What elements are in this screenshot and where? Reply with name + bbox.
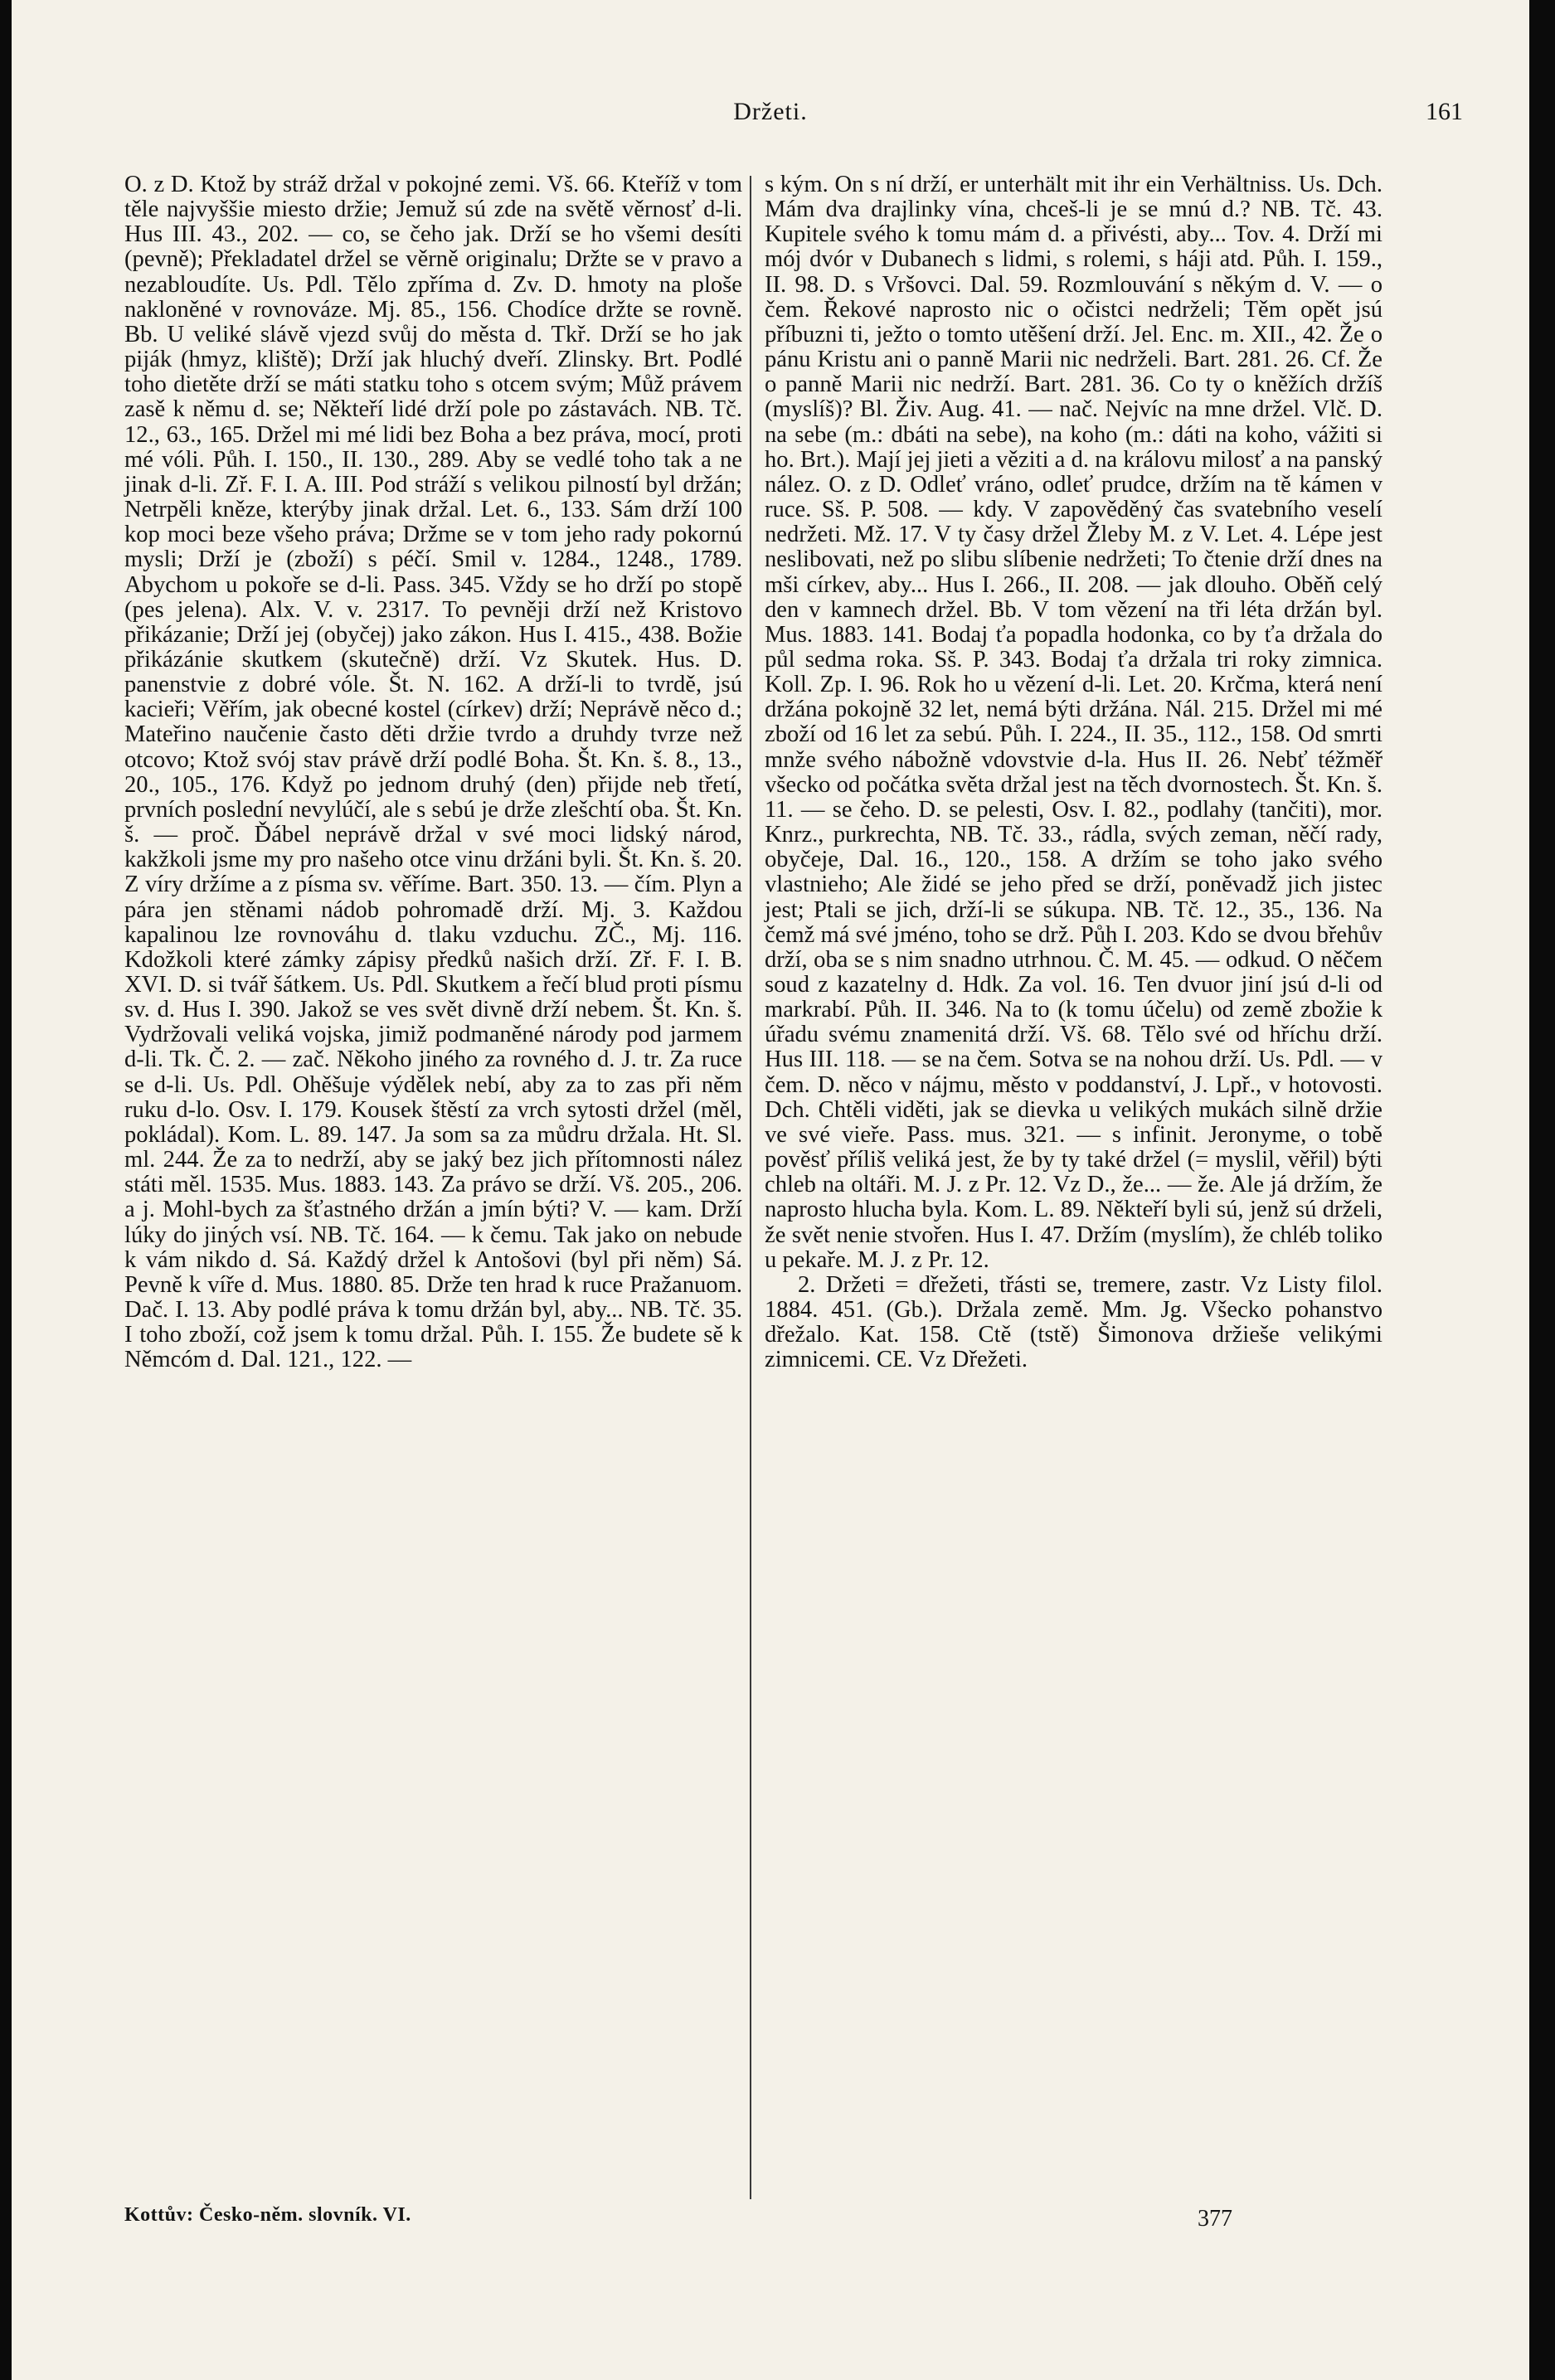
left-column-text: O. z D. Ktož by stráž držal v pokojné zemi. Vš. 66. Kteříž v tom těle najvyššie miesto držie; Jemuž sú zde na světě věrnosť d-li. Hus III. 43., 202. — co, se čeho jak. Drží se ho všemi desíti (pevně); Překladatel držel se věrně originalu; Držte se v pravo a nezabloudíte. Us. Pdl. Tělo zpříma d. Zv. D. hmoty na ploše nakloněné v rovnováze. Mj. 85., 156. Chodíce držte se rovně. Bb. U veliké slávě vjezd svůj do města d. Tkř. Drží se ho jak piják (hmyz, kliště); Drží jak hluchý dveří. Zlinsky. Brt. Podlé toho dietěte drží se máti statku toho s otcem svým; Můž právem zasě k němu d. se; Někteří lidé drží pole po zástavách. NB. Tč. 12., 63., 165. Držel mi mé lidi bez Boha a bez práva, mocí, proti mé vóli. Půh. I. 150., II. 130., 289. Aby se vedlé toho tak a ne jinak d-li. Zř. F. I. A. III. Pod stráží s velikou pilností byl držán; Netrpěli kněze, kterýby jinak držal. Let. 6., 133. Sám drží 100 kop moci beze všeho práva; Držme se v tom jeho rady pokornú mysli; Drží je (zboží) s péčí. Smil v. 1284., 1248., 1789. Abychom u pokoře se d-li. Pass. 345. Vždy se ho drží po stopě (pes jelena). Alx. V. v. 2317. To pevněji drží než Kristovo přikázanie; Drží jej (obyčej) jako zákon. Hus I. 415., 438. Božie přikázánie skutkem (skutečně) drží. Vz Skutek. Hus. D. panenstvie z dobré vóle. Št. N. 162. A drží-li to tvrdě, jsú kacieři; Věřím, jak obecné kostel (církev) drží; Neprávě něco d.; Mateřino naučenie často děti držie tvrdo a druhdy tvrze než otcovo; Ktož svój stav právě drží podlé Boha. Št. Kn. š. 8., 13., 20., 105., 176. Když po jednom druhý (den) přijde neb třetí, prvních poslední nevylúčí, ale s sebú je drže zlešchtí oba. Št. Kn. š. — proč. Ďábel neprávě držal v své moci lidský národ, kakžkoli jsme my pro našeho otce vinu držáni byli. Št. Kn. š. 20. Z víry držíme a z písma sv. věříme. Bart. 350. 13. — čím. Plyn a pára jen stěnami nádob pohromadě drží. Mj. 3. Každou kapalinou lze rovnováhu d. tlaku vzduchu. ZČ., Mj. 116. Kdožkoli které zámky zápisy předků našich drží. Zř. F. I. B. XVI. D. si tvář šátkem. Us. Pdl. Skutkem a řečí blud proti písmu sv. d. Hus I. 390. Jakož se ves svět divně drží nebem. Št. Kn. š. Vydržovali veliká vojska, jimiž podmaněné národy pod jarmem d-li. Tk. Č. 2. — zač. Někoho jiného za rovného d. J. tr. Za ruce se d-li. Us. Pdl. Ohěšuje výdělek nebí, aby za to zas při něm ruku d-lo. Osv. I. 179. Kousek štěstí za vrch sytosti držel (měl, pokládal). Kom. L. 89. 147. Ja som sa za můdru držala. Ht. Sl. ml. 244. Že za to nedrží, aby se jaký bez jich přítomnosti nález státi měl. 1535. Mus. 1883. 143. Za právo se drží. Vš. 205., 206. a j. Mohl-bych za šťastného držán a jmín býti? V. — kam. Drží lúky do jiných vsí. NB. Tč. 164. — k čemu. Tak jako on nebude k vám nikdo d. Sá. Každý držel k Antošovi (byl při něm) Sá. Pevně k víře d. Mus. 1880. 85. Drže ten hrad k ruce Pražanuom. Dač. I. 13. Aby podlé práva k tomu držán byl, aby... NB. Tč. 35. I toho zboží, což jsem k tomu držal. Půh. I. 155. Že budete sě k Němcóm d. Dal. 121., 122. — xyxy=(124,172,742,1373)
dictionary-page xyxy=(12,0,1529,2380)
running-head: Držeti. xyxy=(733,98,808,125)
sheet-number: 377 xyxy=(1198,2206,1232,2232)
right-column-text: s kým. On s ní drží, er unterhält mit ihr ein Verhältniss. Us. Dch. Mám dva drajlinky vína, chceš-li je se mnú d.? NB. Tč. 43. Kupitele svého k tomu mám d. a přivésti, aby... Tov. 4. Drží mi mój dvór v Dubanech s lidmi, s rolemi, s háji atd. Půh. I. 159., II. 98. D. s Vršovci. Dal. 59. Rozmlouvání s někým d. V. — o čem. Řekové naprosto nic o očistci nedrželi; Těm opět jsú příbuzni ti, ježto o tomto utěšení drží. Jel. Enc. m. XII., 42. Že o pánu Kristu ani o panně Marii nic nedrželi. Bart. 281. 26. Cf. Že o panně Marii nic nedrží. Bart. 281. 36. Co ty o kněžích držíš (myslíš)? Bl. Živ. Aug. 41. — nač. Nejvíc na mne držel. Vlč. D. na sebe (m.: dbáti na sebe), na koho (m.: dáti na koho, vážiti si ho. Brt.). Mají jej jieti a věziti a d. na královu milosť a na panský nález. O. z D. Odleť vráno, odleť prudce, držím na tě kámen v ruce. Sš. P. 508. — kdy. V zapověděný čas svatebního veselí nedržeti. Mž. 17. V ty časy držel Žleby M. z V. Let. 4. Lépe jest neslibovati, než po slibu slíbenie nedržeti; To čtenie drží dnes na mši církev, aby... Hus I. 266., II. 208. — jak dlouho. Oběň celý den v kamnech držel. Bb. V tom vězení na tři léta držán byl. Mus. 1883. 141. Bodaj ťa popadla hodonka, co by ťa držala do půl sedma roka. Sš. P. 343. Bodaj ťa držala tri roky zimnica. Koll. Zp. I. 96. Rok ho u vězení d-li. Let. 20. Krčma, která není držána pokojně 32 let, nemá býti držána. Nál. 215. Držel mi mé zboží od 16 let za sebú. Půh. I. 224., II. 35., 112., 158. Od smrti mnže svého nábožně vdovstvie d-la. Hus II. 26. Nebť téžměř všecko od počátka světa držal jest na těch dvornostech. Št. Kn. š. 11. — se čeho. D. se pelesti, Osv. I. 82., podlahy (tančiti), mor. Knrz., purkrechta, NB. Tč. 33., rádla, svých zeman, něčí rady, obyčeje, Dal. 16., 120., 158. A držím se toho jako svého vlastnieho; Ale židé se jeho před se drží, poněvadž jich jistec jest; Ptali se jich, drží-li se súkupa. NB. Tč. 12., 35., 136. Na čemž má své jméno, toho se drž. Půh I. 203. Kdo se dvou břehův drží, oba se s nim snadno utrhnou. Č. M. 45. — odkud. O něčem soud z kazatelny d. Hdk. Za vol. 16. Ten dvuor jiní jsú d-li od markrabí. Půh. II. 346. Na to (k tomu účelu) od země zbožie k úřadu svému znamenitá drží. Vš. 68. Tělo své od hříchu drží. Hus III. 118. — se na čem. Sotva se na nohou drží. Us. Pdl. — v čem. D. něco v nájmu, město v poddanství, J. Lpř., v hotovosti. Dch. Chtěli viděti, jak se dievka u velikých mukách silně držie ve své vieře. Pass. mus. 321. — s infinit. Jeronyme, o tobě pověsť příliš veliká jest, že by ty také držel (= myslil, věřil) býti chleb na oltáři. M. J. z Pr. 12. Vz D., že... — že. Ale já držím, že naprosto hlucha byla. Kom. L. 89. Někteří byli sú, jenž sú drželi, že svět nenie stvořen. Hus I. 47. Držím (myslím), že chléb toliko u pekaře. M. J. z Pr. 12. xyxy=(765,172,1382,1273)
page-header xyxy=(12,98,1529,148)
right-column xyxy=(765,172,1382,1373)
signature-mark: Kottův: Česko-něm. slovník. VI. xyxy=(124,2204,411,2226)
page-number: 161 xyxy=(1426,98,1463,125)
left-column xyxy=(124,172,742,1373)
right-column-text: 2. Držeti = dřežeti, třásti se, tremere, zastr. Vz Listy filol. 1884. 451. (Gb.). Držala země. Mm. Jg. Všecko pohanstvo dřežalo. Kat. 158. Ctě (tstě) Šimonova držieše velikými zimnicemi. CE. Vz Dřežeti. xyxy=(765,1271,1382,1373)
column-divider xyxy=(750,176,751,2199)
